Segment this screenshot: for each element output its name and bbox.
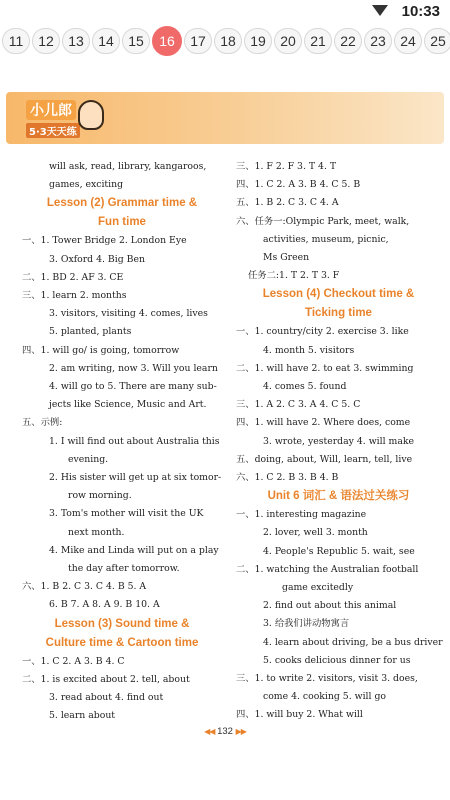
page-button-16[interactable]: 16 (152, 26, 182, 56)
answer-line: 六、1. B 2. C 3. C 4. B 5. A (22, 581, 147, 593)
answer-line: 二、1. watching the Australian football (236, 563, 419, 575)
page-button-25[interactable]: 25 (424, 28, 450, 54)
answer-line: the day after tomorrow. (68, 563, 180, 575)
answer-line: 四、1. will have 2. Where does, come (236, 417, 411, 429)
page-button-11[interactable]: 11 (2, 28, 30, 54)
answer-line: 四、1. will go/ is going, tomorrow (22, 344, 180, 356)
page-button-23[interactable]: 23 (364, 28, 392, 54)
section-heading: Lesson (2) Grammar time & (46, 197, 198, 210)
answer-line: 二、1. is excited about 2. tell, about (22, 673, 190, 685)
answer-line: games, exciting (49, 179, 124, 191)
answer-line: row morning. (68, 490, 132, 502)
logo-line2: 5·3天天练 (26, 123, 80, 138)
page-footer (0, 726, 450, 737)
answer-line: 5. cooks delicious dinner for us (263, 654, 411, 666)
wifi-icon (372, 5, 388, 16)
answer-line: 4. learn about driving, be a bus driver (263, 636, 443, 648)
answer-line: 2. lover, well 3. month (263, 527, 368, 539)
page-button-22[interactable]: 22 (334, 28, 362, 54)
answer-line: 3. Tom's mother will visit the UK (49, 508, 204, 520)
page-button-15[interactable]: 15 (122, 28, 150, 54)
answer-line: 4. comes 5. found (263, 381, 347, 393)
answer-line: come 4. cooking 5. will go (263, 691, 387, 703)
page-button-12[interactable]: 12 (32, 28, 60, 54)
answer-line: 2. find out about this animal (263, 600, 397, 612)
answer-line: 三、1. learn 2. months (22, 290, 127, 302)
answer-line: 一、1. Tower Bridge 2. London Eye (22, 235, 187, 247)
answer-line: 六、1. C 2. B 3. B 4. B (236, 472, 339, 484)
answer-line: 一、1. interesting magazine (236, 509, 367, 521)
answer-column-right (236, 158, 441, 725)
next-arrow-icon: ▶▶ (235, 727, 246, 736)
answer-line: 3. 给我们讲动物寓言 (263, 618, 350, 630)
answer-line: 四、1. C 2. A 3. B 4. C 5. B (236, 179, 361, 191)
section-heading: Lesson (4) Checkout time & (262, 288, 415, 301)
answer-line: 6. B 7. A 8. A 9. B 10. A (49, 599, 160, 611)
answer-line: 三、1. F 2. F 3. T 4. T (236, 161, 337, 172)
answer-line: 3. Oxford 4. Big Ben (49, 253, 145, 265)
page-button-17[interactable]: 17 (184, 28, 212, 54)
answer-line: 3. wrote, yesterday 4. will make (263, 435, 415, 447)
answer-line: 3. read about 4. find out (49, 692, 164, 704)
section-heading: Unit 6 词汇 & 语法过关练习 (267, 490, 410, 503)
answer-line: 4. month 5. visitors (263, 344, 355, 356)
answer-line: 五、示例: (22, 417, 63, 429)
prev-arrow-icon: ◀◀ (204, 727, 215, 736)
page-button-20[interactable]: 20 (274, 28, 302, 54)
page-button-19[interactable]: 19 (244, 28, 272, 54)
answer-line: 2. am writing, now 3. Will you learn (49, 362, 218, 374)
page-button-13[interactable]: 13 (62, 28, 90, 54)
mascot-icon (78, 100, 104, 130)
logo-line1: 小儿郎 (26, 100, 76, 120)
section-heading: Fun time (98, 216, 146, 229)
answer-line: 5. learn about (49, 710, 116, 722)
answer-line: 五、1. B 2. C 3. C 4. A (236, 197, 339, 209)
answer-line: 4. People's Republic 5. wait, see (263, 545, 415, 557)
answer-line: next month. (68, 526, 125, 538)
page-button-24[interactable]: 24 (394, 28, 422, 54)
status-bar (0, 0, 450, 22)
page-button-18[interactable]: 18 (214, 28, 242, 54)
page-button-14[interactable]: 14 (92, 28, 120, 54)
brand-logo (26, 100, 80, 139)
page-number: 132 (217, 726, 233, 737)
answer-line: 3. visitors, visiting 4. comes, lives (49, 308, 208, 320)
answer-line: 二、1. will have 2. to eat 3. swimming (236, 362, 414, 374)
answer-line: 三、1. A 2. C 3. A 4. C 5. C (236, 399, 361, 411)
answer-line: jects like Science, Music and Art. (49, 399, 207, 411)
section-heading: Ticking time (305, 307, 372, 320)
answer-line: 一、1. C 2. A 3. B 4. C (22, 655, 125, 667)
answer-line: 一、1. country/city 2. exercise 3. like (236, 326, 409, 338)
answer-line: 4. Mike and Linda will put on a play (49, 544, 219, 556)
answer-line: 三、1. to write 2. visitors, visit 3. does, (236, 673, 418, 685)
page-selector (0, 27, 450, 55)
answer-line: 2. His sister will get up at six tomor- (49, 472, 222, 484)
answer-line: 二、1. BD 2. AF 3. CE (22, 271, 124, 283)
page-button-21[interactable]: 21 (304, 28, 332, 54)
answer-line: will ask, read, library, kangaroos, (49, 161, 207, 172)
answer-line: activities, museum, picnic, (263, 233, 389, 245)
answer-line: 五、doing, about, Will, learn, tell, live (236, 453, 413, 465)
answer-column-left (22, 158, 222, 725)
answer-line: evening. (68, 453, 109, 465)
answer-line: 任务二:1. T 2. T 3. F (248, 270, 340, 282)
status-time: 10:33 (401, 3, 440, 20)
answer-line: game excitedly (282, 582, 354, 594)
section-heading: Lesson (3) Sound time & (54, 617, 190, 630)
answer-line: 4. will go to 5. There are many sub- (49, 381, 217, 393)
answer-line: 1. I will find out about Australia this (49, 435, 220, 447)
answer-line: Ms Green (263, 252, 310, 264)
section-heading: Culture time & Cartoon time (45, 636, 199, 649)
answer-line: 四、1. will buy 2. What will (236, 709, 363, 721)
answer-line: 5. planted, plants (49, 326, 132, 338)
answer-line: 六、任务一:Olympic Park, meet, walk, (236, 215, 410, 227)
